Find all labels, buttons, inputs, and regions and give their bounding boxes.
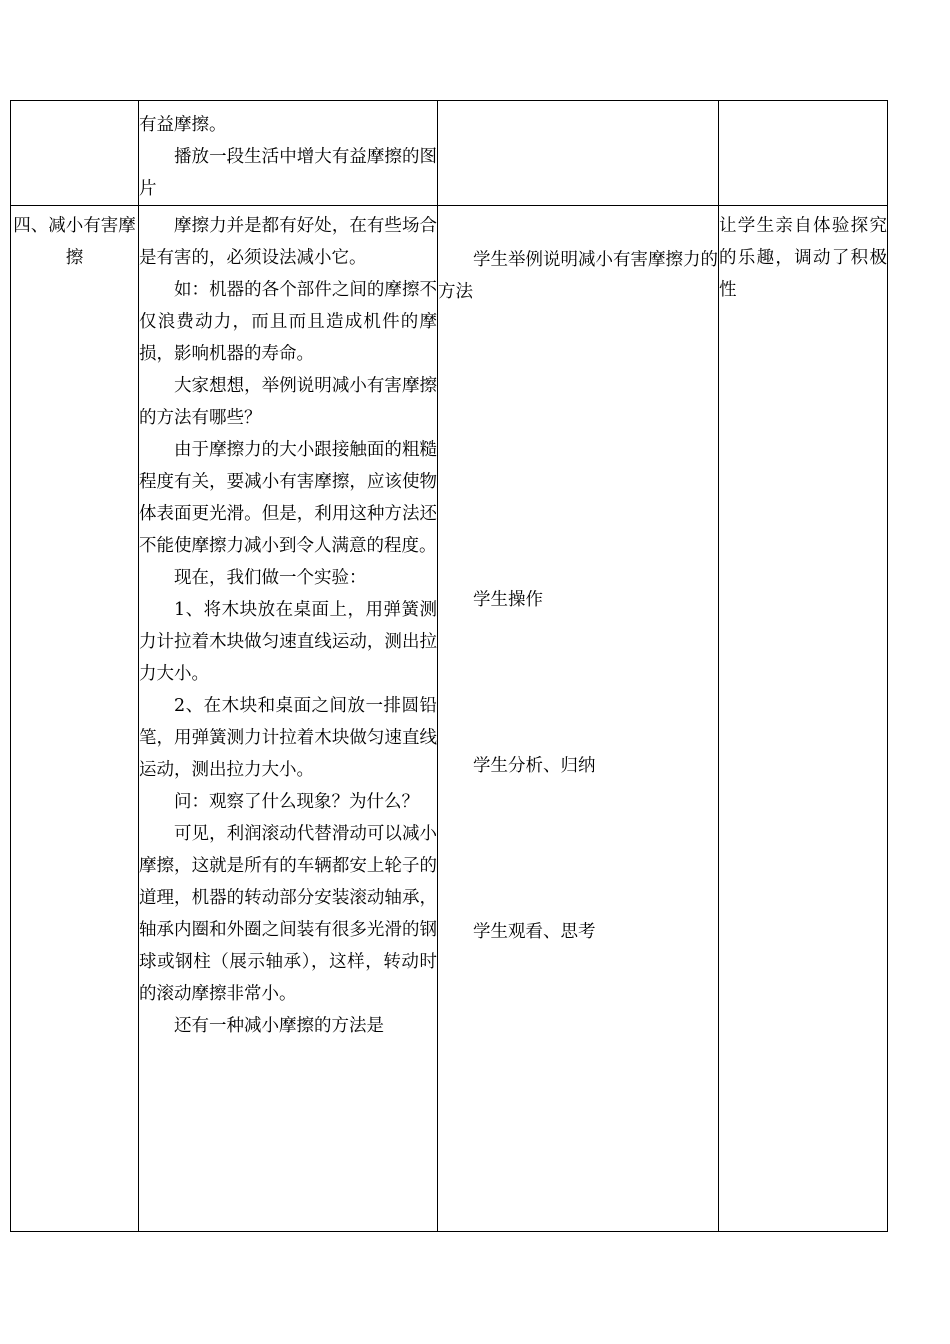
content-paragraph: 摩擦力并是都有好处，在有些场合是有害的，必须设法减小它。: [139, 216, 437, 268]
design-intent-cell: [719, 206, 888, 1232]
lesson-plan-table: [10, 100, 888, 1232]
content-paragraph: 可见，利润滚动代替滑动可以减小摩擦，这就是所有的车辆都安上轮子的道理，机器的转动部分安装滚动轴承，轴承内圈和外圈之间装有很多光滑的钢球或钢柱（展示轴承），这样，转动时的滚动摩擦非常小。: [139, 824, 437, 1004]
stage-cell: [11, 206, 139, 1232]
student-activity-text: 学生举例说明减小有害摩擦力的方法: [438, 250, 718, 302]
stage-cell: [11, 101, 139, 206]
content-paragraph: 1、将木块放在桌面上，用弹簧测力计拉着木块做匀速直线运动，测出拉力大小。: [139, 600, 437, 684]
content-paragraph: 大家想想，举例说明减小有害摩擦的方法有哪些？: [139, 376, 437, 428]
table-row: [11, 101, 888, 206]
design-intent-text: 让学生亲自体验探究的乐趣，调动了积极性: [719, 216, 887, 300]
content-paragraph: 有益摩擦。: [139, 115, 227, 135]
content-paragraph: 2、在木块和桌面之间放一排圆铅笔，用弹簧测力计拉着木块做匀速直线运动，测出拉力大小。: [139, 696, 437, 780]
content-paragraph: 还有一种减小摩擦的方法是: [174, 1016, 384, 1036]
student-activity-text: 学生观看、思考: [473, 922, 596, 942]
content-paragraph: 问：观察了什么现象？为什么？: [174, 792, 419, 812]
teaching-content-cell: [139, 206, 438, 1232]
teaching-content-cell: [139, 101, 438, 206]
student-activity-cell: [438, 206, 719, 1232]
design-intent-cell: [719, 101, 888, 206]
content-paragraph: 现在，我们做一个实验：: [174, 568, 367, 588]
student-activity-cell: [438, 101, 719, 206]
student-activity-text: 学生分析、归纳: [473, 756, 596, 776]
stage-title: 四、减小有害摩擦: [13, 216, 136, 268]
student-activity-text: 学生操作: [473, 590, 543, 610]
content-paragraph: 播放一段生活中增大有益摩擦的图片: [139, 147, 437, 199]
table-row: [11, 206, 888, 1232]
content-paragraph: 如：机器的各个部件之间的摩擦不仅浪费动力，而且而且造成机件的摩损，影响机器的寿命。: [139, 280, 437, 364]
content-paragraph: 由于摩擦力的大小跟接触面的粗糙程度有关，要减小有害摩擦，应该使物体表面更光滑。但是，利用这种方法还不能使摩擦力减小到令人满意的程度。: [139, 440, 437, 556]
